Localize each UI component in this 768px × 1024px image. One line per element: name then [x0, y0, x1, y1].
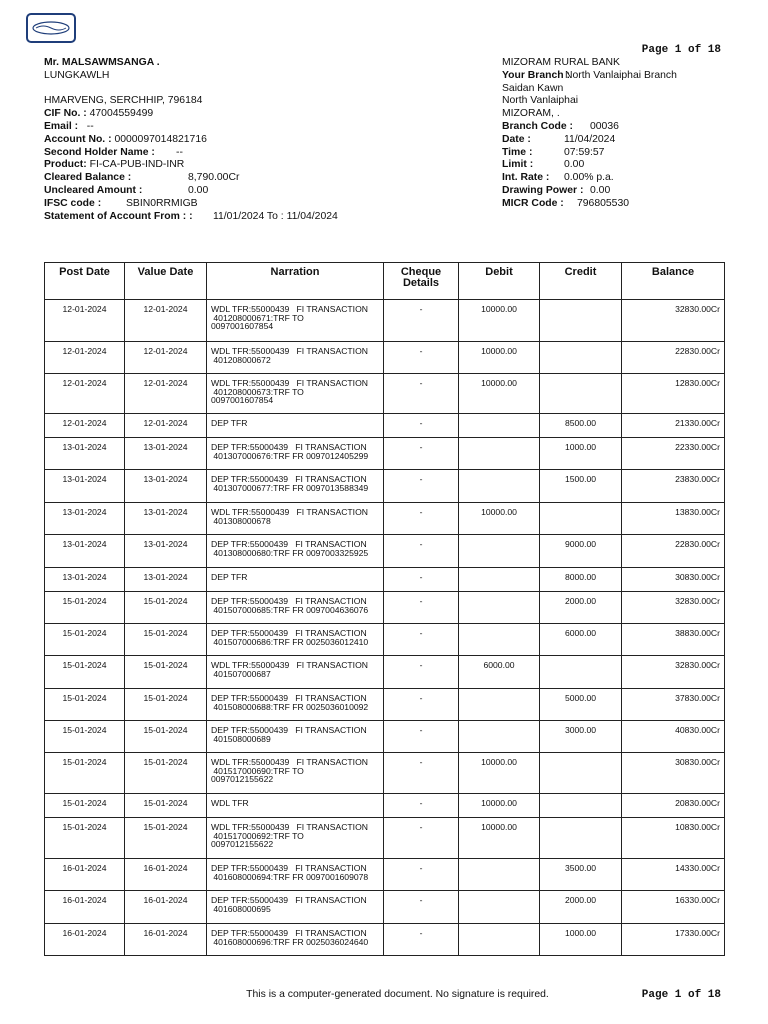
transactions-table — [44, 262, 725, 956]
cell-value-date: 13-01-2024 — [125, 535, 207, 568]
cell-post-date: 15-01-2024 — [45, 592, 125, 624]
cell-credit — [540, 753, 622, 794]
cell-credit: 3000.00 — [540, 721, 622, 753]
limit-value: 0.00 — [564, 159, 585, 171]
cell-post-date: 15-01-2024 — [45, 624, 125, 656]
table-row — [45, 414, 725, 438]
table-row — [45, 794, 725, 818]
cell-post-date: 12-01-2024 — [45, 300, 125, 342]
cell-balance: 14330.00Cr — [622, 859, 725, 891]
cell-post-date: 15-01-2024 — [45, 689, 125, 721]
cell-balance: 22830.00Cr — [622, 535, 725, 568]
cell-balance: 13830.00Cr — [622, 503, 725, 535]
cell-debit — [459, 689, 540, 721]
table-row — [45, 624, 725, 656]
table-row — [45, 818, 725, 859]
account-label: Account No. : — [44, 133, 112, 145]
cell-debit — [459, 592, 540, 624]
cell-credit: 1000.00 — [540, 438, 622, 470]
cell-credit: 1000.00 — [540, 924, 622, 956]
cell-narration: WDL TFR — [207, 794, 384, 818]
email-value: -- — [86, 120, 94, 132]
cell-balance: 22830.00Cr — [622, 342, 725, 374]
cell-value-date: 12-01-2024 — [125, 300, 207, 342]
cell-credit: 6000.00 — [540, 624, 622, 656]
cell-debit — [459, 438, 540, 470]
cell-cheque-details: - — [384, 794, 459, 818]
cell-balance: 32830.00Cr — [622, 656, 725, 689]
cell-narration: DEP TFR — [207, 414, 384, 438]
ifsc-value: SBIN0RRMIGB — [126, 197, 198, 209]
cell-credit: 5000.00 — [540, 689, 622, 721]
cell-value-date: 12-01-2024 — [125, 374, 207, 414]
table-row — [45, 859, 725, 891]
cell-post-date: 16-01-2024 — [45, 891, 125, 924]
cell-narration: DEP TFR:55000439 FI TRANSACTION 401508000688:TRF FR 0025036010092 — [207, 689, 384, 721]
cell-credit — [540, 503, 622, 535]
cell-value-date: 16-01-2024 — [125, 924, 207, 956]
bank-address-1: Saidan Kawn — [502, 82, 564, 94]
cell-narration: DEP TFR:55000439 FI TRANSACTION 401608000695 — [207, 891, 384, 924]
table-row — [45, 924, 725, 956]
cell-post-date: 13-01-2024 — [45, 438, 125, 470]
table-row — [45, 568, 725, 592]
table-row — [45, 342, 725, 374]
int-rate-label: Int. Rate : — [502, 172, 550, 184]
cell-cheque-details: - — [384, 568, 459, 592]
table-row — [45, 503, 725, 535]
cell-debit — [459, 859, 540, 891]
cell-narration: DEP TFR:55000439 FI TRANSACTION 401308000680:TRF FR 0097003325925 — [207, 535, 384, 568]
cell-debit: 10000.00 — [459, 753, 540, 794]
table-row — [45, 753, 725, 794]
cell-value-date: 13-01-2024 — [125, 568, 207, 592]
cell-cheque-details: - — [384, 414, 459, 438]
cell-post-date: 12-01-2024 — [45, 374, 125, 414]
cell-credit — [540, 818, 622, 859]
cell-value-date: 15-01-2024 — [125, 624, 207, 656]
cell-value-date: 13-01-2024 — [125, 503, 207, 535]
table-header-row — [45, 263, 725, 300]
cell-cheque-details: - — [384, 438, 459, 470]
table-row — [45, 374, 725, 414]
cell-post-date: 13-01-2024 — [45, 470, 125, 503]
cell-cheque-details: - — [384, 891, 459, 924]
cell-credit — [540, 374, 622, 414]
page-number-top: Page 1 of 18 — [641, 44, 721, 56]
cell-debit: 10000.00 — [459, 818, 540, 859]
cell-credit: 3500.00 — [540, 859, 622, 891]
cif-label: CIF No. : — [44, 108, 87, 120]
cell-balance: 20830.00Cr — [622, 794, 725, 818]
time-value: 07:59:57 — [564, 146, 605, 158]
cleared-balance-label: Cleared Balance : — [44, 172, 132, 184]
table-row — [45, 592, 725, 624]
cell-cheque-details: - — [384, 689, 459, 721]
cell-debit: 10000.00 — [459, 794, 540, 818]
header-credit: Credit — [540, 263, 622, 300]
cell-debit: 10000.00 — [459, 342, 540, 374]
cell-post-date: 15-01-2024 — [45, 721, 125, 753]
cell-narration: WDL TFR:55000439 FI TRANSACTION 401517000690:TRF TO 0097012155622 — [207, 753, 384, 794]
product-value: FI-CA-PUB-IND-INR — [89, 159, 185, 171]
cell-cheque-details: - — [384, 592, 459, 624]
cell-debit: 6000.00 — [459, 656, 540, 689]
cell-value-date: 16-01-2024 — [125, 859, 207, 891]
branch-label: Your Branch : — [502, 69, 570, 81]
bank-logo — [26, 13, 76, 43]
branch-code-value: 00036 — [590, 120, 619, 132]
cell-post-date: 12-01-2024 — [45, 414, 125, 438]
cell-balance: 32830.00Cr — [622, 300, 725, 342]
cell-debit — [459, 721, 540, 753]
statement-period-label: Statement of Account From : : — [44, 210, 193, 222]
table-row — [45, 438, 725, 470]
cell-credit — [540, 342, 622, 374]
cell-balance: 22330.00Cr — [622, 438, 725, 470]
cell-cheque-details: - — [384, 656, 459, 689]
cif-value: 47004559499 — [89, 108, 154, 120]
second-holder-value: -- — [176, 146, 183, 158]
cell-narration: DEP TFR:55000439 FI TRANSACTION 401307000677:TRF FR 0097013588349 — [207, 470, 384, 503]
cell-balance: 23830.00Cr — [622, 470, 725, 503]
date-value: 11/04/2024 — [564, 133, 616, 145]
cell-debit: 10000.00 — [459, 503, 540, 535]
cell-balance: 30830.00Cr — [622, 753, 725, 794]
cell-post-date: 15-01-2024 — [45, 753, 125, 794]
cell-cheque-details: - — [384, 818, 459, 859]
second-holder-label: Second Holder Name : — [44, 146, 155, 158]
table-row — [45, 470, 725, 503]
table-row — [45, 300, 725, 342]
cell-balance: 40830.00Cr — [622, 721, 725, 753]
cell-debit: 10000.00 — [459, 300, 540, 342]
cell-debit: 10000.00 — [459, 374, 540, 414]
cell-credit: 2000.00 — [540, 592, 622, 624]
cell-post-date: 15-01-2024 — [45, 794, 125, 818]
cell-cheque-details: - — [384, 503, 459, 535]
cell-balance: 30830.00Cr — [622, 568, 725, 592]
cell-post-date: 13-01-2024 — [45, 535, 125, 568]
cell-value-date: 13-01-2024 — [125, 438, 207, 470]
cell-cheque-details: - — [384, 300, 459, 342]
cell-narration: DEP TFR:55000439 FI TRANSACTION 401508000689 — [207, 721, 384, 753]
bank-name: MIZORAM RURAL BANK — [502, 57, 620, 68]
cell-debit — [459, 568, 540, 592]
uncleared-amount-value: 0.00 — [188, 184, 209, 196]
cell-cheque-details: - — [384, 342, 459, 374]
cell-value-date: 13-01-2024 — [125, 470, 207, 503]
limit-label: Limit : — [502, 159, 534, 171]
cell-credit: 1500.00 — [540, 470, 622, 503]
cell-cheque-details: - — [384, 374, 459, 414]
cell-credit — [540, 794, 622, 818]
time-label: Time : — [502, 146, 533, 158]
cell-credit: 2000.00 — [540, 891, 622, 924]
table-row — [45, 656, 725, 689]
cell-balance: 37830.00Cr — [622, 689, 725, 721]
header-value-date: Value Date — [125, 263, 207, 300]
branch-value: North Vanlaiphai Branch — [565, 69, 677, 81]
cell-narration: DEP TFR:55000439 FI TRANSACTION 401307000676:TRF FR 0097012405299 — [207, 438, 384, 470]
cleared-balance-value: 8,790.00Cr — [188, 172, 240, 184]
cell-narration: WDL TFR:55000439 FI TRANSACTION 401517000692:TRF TO 0097012155622 — [207, 818, 384, 859]
cell-debit — [459, 891, 540, 924]
cell-cheque-details: - — [384, 753, 459, 794]
cell-narration: WDL TFR:55000439 FI TRANSACTION 401208000673:TRF TO 0097001607854 — [207, 374, 384, 414]
cell-value-date: 15-01-2024 — [125, 689, 207, 721]
cell-post-date: 15-01-2024 — [45, 818, 125, 859]
cell-balance: 21330.00Cr — [622, 414, 725, 438]
cell-credit — [540, 300, 622, 342]
ifsc-label: IFSC code : — [44, 197, 102, 209]
cell-narration: WDL TFR:55000439 FI TRANSACTION 401208000672 — [207, 342, 384, 374]
cell-narration: WDL TFR:55000439 FI TRANSACTION 401208000671:TRF TO 0097001607854 — [207, 300, 384, 342]
account-value: 0000097014821716 — [114, 133, 207, 145]
email-label: Email : — [44, 120, 79, 132]
cell-debit — [459, 414, 540, 438]
cell-value-date: 16-01-2024 — [125, 891, 207, 924]
micr-code-value: 796805530 — [577, 197, 630, 209]
cell-post-date: 12-01-2024 — [45, 342, 125, 374]
cell-post-date: 16-01-2024 — [45, 924, 125, 956]
int-rate-value: 0.00% p.a. — [564, 172, 614, 184]
table-row — [45, 689, 725, 721]
cell-value-date: 15-01-2024 — [125, 721, 207, 753]
cell-cheque-details: - — [384, 924, 459, 956]
header-cheque-details: Cheque Details — [384, 263, 459, 300]
cell-value-date: 15-01-2024 — [125, 818, 207, 859]
cell-balance: 32830.00Cr — [622, 592, 725, 624]
bank-address-2: North Vanlaiphai — [502, 95, 579, 107]
cell-debit — [459, 924, 540, 956]
bank-address-3: MIZORAM, . — [502, 108, 560, 120]
branch-code-label: Branch Code : — [502, 120, 574, 132]
customer-details — [44, 57, 464, 223]
table-row — [45, 535, 725, 568]
cell-balance: 16330.00Cr — [622, 891, 725, 924]
cell-debit — [459, 470, 540, 503]
customer-address-2: HMARVENG, SERCHHIP, 796184 — [44, 95, 203, 107]
cell-narration: WDL TFR:55000439 FI TRANSACTION 401507000687 — [207, 656, 384, 689]
cell-credit: 8000.00 — [540, 568, 622, 592]
cell-narration: DEP TFR — [207, 568, 384, 592]
customer-name: Mr. MALSAWMSANGA . — [44, 57, 160, 68]
cell-balance: 12830.00Cr — [622, 374, 725, 414]
uncleared-amount-label: Uncleared Amount : — [44, 184, 143, 196]
cell-debit — [459, 624, 540, 656]
cell-value-date: 15-01-2024 — [125, 592, 207, 624]
cell-cheque-details: - — [384, 535, 459, 568]
cell-balance: 17330.00Cr — [622, 924, 725, 956]
cell-narration: DEP TFR:55000439 FI TRANSACTION 401608000696:TRF FR 0025036024640 — [207, 924, 384, 956]
drawing-power-label: Drawing Power : — [502, 184, 584, 196]
cell-cheque-details: - — [384, 721, 459, 753]
cell-balance: 10830.00Cr — [622, 818, 725, 859]
cell-narration: WDL TFR:55000439 FI TRANSACTION 401308000678 — [207, 503, 384, 535]
cell-narration: DEP TFR:55000439 FI TRANSACTION 401507000686:TRF FR 0025036012410 — [207, 624, 384, 656]
cell-balance: 38830.00Cr — [622, 624, 725, 656]
cell-credit: 9000.00 — [540, 535, 622, 568]
table-row — [45, 891, 725, 924]
cell-post-date: 13-01-2024 — [45, 503, 125, 535]
cell-narration: DEP TFR:55000439 FI TRANSACTION 401507000685:TRF FR 0097004636076 — [207, 592, 384, 624]
bank-details — [502, 57, 732, 211]
cell-value-date: 15-01-2024 — [125, 753, 207, 794]
footer-note: This is a computer-generated document. No signature is required. — [246, 989, 549, 1000]
cell-cheque-details: - — [384, 470, 459, 503]
header-balance: Balance — [622, 263, 725, 300]
cell-post-date: 15-01-2024 — [45, 656, 125, 689]
statement-period-value: 11/01/2024 To : 11/04/2024 — [213, 210, 338, 222]
product-label: Product: — [44, 159, 87, 171]
cell-cheque-details: - — [384, 624, 459, 656]
drawing-power-value: 0.00 — [590, 184, 611, 196]
page-number-bottom: Page 1 of 18 — [641, 989, 721, 1001]
cell-cheque-details: - — [384, 859, 459, 891]
cell-value-date: 12-01-2024 — [125, 342, 207, 374]
cell-value-date: 15-01-2024 — [125, 656, 207, 689]
cell-credit: 8500.00 — [540, 414, 622, 438]
cell-value-date: 12-01-2024 — [125, 414, 207, 438]
cell-value-date: 15-01-2024 — [125, 794, 207, 818]
header-debit: Debit — [459, 263, 540, 300]
cell-post-date: 13-01-2024 — [45, 568, 125, 592]
cell-narration: DEP TFR:55000439 FI TRANSACTION 401608000694:TRF FR 0097001609078 — [207, 859, 384, 891]
cell-credit — [540, 656, 622, 689]
date-label: Date : — [502, 133, 531, 145]
micr-code-label: MICR Code : — [502, 197, 564, 209]
table-row — [45, 721, 725, 753]
cell-debit — [459, 535, 540, 568]
header-narration: Narration — [207, 263, 384, 300]
header-post-date: Post Date — [45, 263, 125, 300]
customer-address-1: LUNGKAWLH — [44, 69, 110, 81]
cell-post-date: 16-01-2024 — [45, 859, 125, 891]
